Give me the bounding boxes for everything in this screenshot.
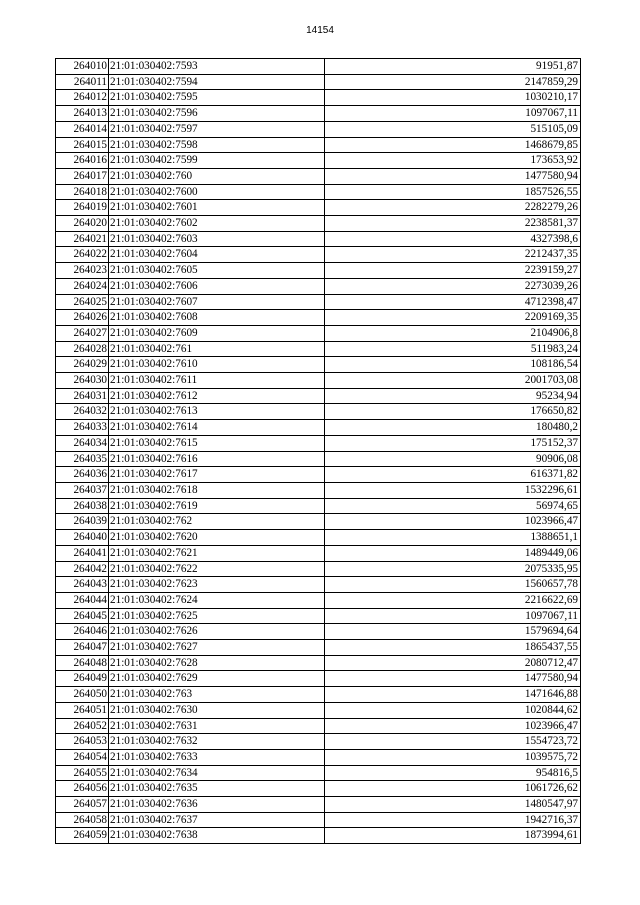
row-number-cell: 264048 [56, 655, 109, 671]
cadastral-number-cell: 21:01:030402:7614 [109, 420, 325, 436]
cadastral-number-cell: 21:01:030402:7620 [109, 530, 325, 546]
row-number-cell: 264051 [56, 702, 109, 718]
value-cell: 1865437,55 [325, 640, 581, 656]
value-cell: 511983,24 [325, 341, 581, 357]
table-row [56, 749, 581, 765]
table-row [56, 420, 581, 436]
table-row [56, 184, 581, 200]
cadastral-number-cell: 21:01:030402:7611 [109, 373, 325, 389]
value-cell: 2075335,95 [325, 561, 581, 577]
cadastral-number-cell: 21:01:030402:7612 [109, 388, 325, 404]
row-number-cell: 264013 [56, 106, 109, 122]
value-cell: 56974,65 [325, 498, 581, 514]
value-cell: 616371,82 [325, 467, 581, 483]
row-number-cell: 264021 [56, 231, 109, 247]
cadastral-number-cell: 21:01:030402:7634 [109, 765, 325, 781]
table-row [56, 577, 581, 593]
cadastral-number-cell: 21:01:030402:7600 [109, 184, 325, 200]
cadastral-number-cell: 21:01:030402:7604 [109, 247, 325, 263]
value-cell: 4712398,47 [325, 294, 581, 310]
cadastral-number-cell: 21:01:030402:7637 [109, 812, 325, 828]
table-row [56, 702, 581, 718]
cadastral-number-cell: 21:01:030402:7608 [109, 310, 325, 326]
cadastral-number-cell: 21:01:030402:7593 [109, 59, 325, 75]
row-number-cell: 264058 [56, 812, 109, 828]
row-number-cell: 264020 [56, 216, 109, 232]
row-number-cell: 264033 [56, 420, 109, 436]
table-row [56, 106, 581, 122]
value-cell: 180480,2 [325, 420, 581, 436]
row-number-cell: 264010 [56, 59, 109, 75]
value-cell: 91951,87 [325, 59, 581, 75]
cadastral-number-cell: 21:01:030402:7628 [109, 655, 325, 671]
value-cell: 2239159,27 [325, 263, 581, 279]
value-cell: 1388651,1 [325, 530, 581, 546]
table-row [56, 137, 581, 153]
cadastral-number-cell: 21:01:030402:7602 [109, 216, 325, 232]
value-cell: 1532296,61 [325, 482, 581, 498]
cadastral-number-cell: 21:01:030402:762 [109, 514, 325, 530]
cadastral-number-cell: 21:01:030402:7630 [109, 702, 325, 718]
row-number-cell: 264055 [56, 765, 109, 781]
value-cell: 1471646,88 [325, 687, 581, 703]
value-cell: 1061726,62 [325, 781, 581, 797]
row-number-cell: 264054 [56, 749, 109, 765]
value-cell: 1039575,72 [325, 749, 581, 765]
table-row [56, 90, 581, 106]
row-number-cell: 264015 [56, 137, 109, 153]
table-row [56, 74, 581, 90]
table-row [56, 608, 581, 624]
cadastral-number-cell: 21:01:030402:7607 [109, 294, 325, 310]
cadastral-number-cell: 21:01:030402:7623 [109, 577, 325, 593]
table-row [56, 200, 581, 216]
cadastral-number-cell: 21:01:030402:7616 [109, 451, 325, 467]
table-row [56, 341, 581, 357]
cadastral-number-cell: 21:01:030402:7625 [109, 608, 325, 624]
table-row [56, 310, 581, 326]
value-cell: 1480547,97 [325, 797, 581, 813]
row-number-cell: 264047 [56, 640, 109, 656]
cadastral-number-cell: 21:01:030402:7621 [109, 545, 325, 561]
cadastral-number-cell: 21:01:030402:7615 [109, 435, 325, 451]
table-row [56, 325, 581, 341]
value-cell: 1023966,47 [325, 718, 581, 734]
table-row [56, 263, 581, 279]
table-row [56, 216, 581, 232]
row-number-cell: 264019 [56, 200, 109, 216]
cadastral-number-cell: 21:01:030402:7599 [109, 153, 325, 169]
table-row [56, 451, 581, 467]
cadastral-number-cell: 21:01:030402:761 [109, 341, 325, 357]
value-cell: 1097067,11 [325, 106, 581, 122]
row-number-cell: 264045 [56, 608, 109, 624]
value-cell: 1489449,06 [325, 545, 581, 561]
cadastral-number-cell: 21:01:030402:7617 [109, 467, 325, 483]
row-number-cell: 264034 [56, 435, 109, 451]
value-cell: 1942716,37 [325, 812, 581, 828]
row-number-cell: 264052 [56, 718, 109, 734]
row-number-cell: 264049 [56, 671, 109, 687]
table-row [56, 121, 581, 137]
row-number-cell: 264016 [56, 153, 109, 169]
row-number-cell: 264024 [56, 278, 109, 294]
row-number-cell: 264032 [56, 404, 109, 420]
cadastral-number-cell: 21:01:030402:7635 [109, 781, 325, 797]
value-cell: 1857526,55 [325, 184, 581, 200]
table-row [56, 482, 581, 498]
value-cell: 2238581,37 [325, 216, 581, 232]
table-row [56, 59, 581, 75]
value-cell: 2001703,08 [325, 373, 581, 389]
value-cell: 1097067,11 [325, 608, 581, 624]
table-row [56, 231, 581, 247]
row-number-cell: 264053 [56, 734, 109, 750]
table-row [56, 828, 581, 844]
value-cell: 95234,94 [325, 388, 581, 404]
value-cell: 176650,82 [325, 404, 581, 420]
cadastral-number-cell: 21:01:030402:7626 [109, 624, 325, 640]
value-cell: 173653,92 [325, 153, 581, 169]
value-cell: 108186,54 [325, 357, 581, 373]
cadastral-table [55, 58, 581, 844]
table-row [56, 168, 581, 184]
table-row [56, 545, 581, 561]
row-number-cell: 264035 [56, 451, 109, 467]
row-number-cell: 264028 [56, 341, 109, 357]
table-row [56, 388, 581, 404]
table-row [56, 514, 581, 530]
table-row [56, 687, 581, 703]
cadastral-number-cell: 21:01:030402:7638 [109, 828, 325, 844]
value-cell: 1468679,85 [325, 137, 581, 153]
cadastral-number-cell: 21:01:030402:7619 [109, 498, 325, 514]
value-cell: 1477580,94 [325, 671, 581, 687]
row-number-cell: 264022 [56, 247, 109, 263]
value-cell: 1873994,61 [325, 828, 581, 844]
table-row [56, 592, 581, 608]
cadastral-number-cell: 21:01:030402:7594 [109, 74, 325, 90]
table-row [56, 153, 581, 169]
row-number-cell: 264038 [56, 498, 109, 514]
row-number-cell: 264025 [56, 294, 109, 310]
row-number-cell: 264050 [56, 687, 109, 703]
table-row [56, 812, 581, 828]
row-number-cell: 264023 [56, 263, 109, 279]
row-number-cell: 264046 [56, 624, 109, 640]
cadastral-number-cell: 21:01:030402:7613 [109, 404, 325, 420]
table-row [56, 561, 581, 577]
value-cell: 2282279,26 [325, 200, 581, 216]
cadastral-number-cell: 21:01:030402:7622 [109, 561, 325, 577]
table-row [56, 734, 581, 750]
cadastral-number-cell: 21:01:030402:7601 [109, 200, 325, 216]
row-number-cell: 264041 [56, 545, 109, 561]
cadastral-number-cell: 21:01:030402:7610 [109, 357, 325, 373]
row-number-cell: 264026 [56, 310, 109, 326]
cadastral-number-cell: 21:01:030402:7631 [109, 718, 325, 734]
value-cell: 2080712,47 [325, 655, 581, 671]
row-number-cell: 264042 [56, 561, 109, 577]
cadastral-number-cell: 21:01:030402:7598 [109, 137, 325, 153]
table-row [56, 655, 581, 671]
cadastral-number-cell: 21:01:030402:7606 [109, 278, 325, 294]
row-number-cell: 264029 [56, 357, 109, 373]
row-number-cell: 264031 [56, 388, 109, 404]
page-number: 14154 [306, 25, 334, 36]
table-row [56, 671, 581, 687]
value-cell: 2147859,29 [325, 74, 581, 90]
value-cell: 2216622,69 [325, 592, 581, 608]
row-number-cell: 264040 [56, 530, 109, 546]
row-number-cell: 264030 [56, 373, 109, 389]
row-number-cell: 264037 [56, 482, 109, 498]
value-cell: 954816,5 [325, 765, 581, 781]
row-number-cell: 264017 [56, 168, 109, 184]
table-row [56, 530, 581, 546]
table-row [56, 498, 581, 514]
row-number-cell: 264036 [56, 467, 109, 483]
cadastral-number-cell: 21:01:030402:7632 [109, 734, 325, 750]
table-row [56, 467, 581, 483]
value-cell: 4327398,6 [325, 231, 581, 247]
table-row [56, 765, 581, 781]
table-row [56, 247, 581, 263]
value-cell: 1020844,62 [325, 702, 581, 718]
row-number-cell: 264027 [56, 325, 109, 341]
cadastral-number-cell: 21:01:030402:7605 [109, 263, 325, 279]
row-number-cell: 264043 [56, 577, 109, 593]
table-row [56, 357, 581, 373]
value-cell: 2209169,35 [325, 310, 581, 326]
row-number-cell: 264011 [56, 74, 109, 90]
value-cell: 2104906,8 [325, 325, 581, 341]
cadastral-number-cell: 21:01:030402:7624 [109, 592, 325, 608]
table-row [56, 404, 581, 420]
row-number-cell: 264057 [56, 797, 109, 813]
cadastral-number-cell: 21:01:030402:7629 [109, 671, 325, 687]
row-number-cell: 264044 [56, 592, 109, 608]
table-row [56, 278, 581, 294]
value-cell: 90906,08 [325, 451, 581, 467]
cadastral-number-cell: 21:01:030402:760 [109, 168, 325, 184]
cadastral-number-cell: 21:01:030402:7618 [109, 482, 325, 498]
table-row [56, 781, 581, 797]
value-cell: 2273039,26 [325, 278, 581, 294]
table-row [56, 294, 581, 310]
row-number-cell: 264039 [56, 514, 109, 530]
value-cell: 2212437,35 [325, 247, 581, 263]
value-cell: 1579694,64 [325, 624, 581, 640]
cadastral-number-cell: 21:01:030402:7633 [109, 749, 325, 765]
value-cell: 1023966,47 [325, 514, 581, 530]
value-cell: 1560657,78 [325, 577, 581, 593]
row-number-cell: 264014 [56, 121, 109, 137]
cadastral-number-cell: 21:01:030402:763 [109, 687, 325, 703]
table-row [56, 624, 581, 640]
table-row [56, 640, 581, 656]
cadastral-number-cell: 21:01:030402:7603 [109, 231, 325, 247]
row-number-cell: 264059 [56, 828, 109, 844]
value-cell: 1477580,94 [325, 168, 581, 184]
value-cell: 175152,37 [325, 435, 581, 451]
value-cell: 1554723,72 [325, 734, 581, 750]
cadastral-number-cell: 21:01:030402:7609 [109, 325, 325, 341]
cadastral-number-cell: 21:01:030402:7597 [109, 121, 325, 137]
cadastral-number-cell: 21:01:030402:7595 [109, 90, 325, 106]
table-row [56, 435, 581, 451]
cadastral-number-cell: 21:01:030402:7627 [109, 640, 325, 656]
value-cell: 515105,09 [325, 121, 581, 137]
table-row [56, 797, 581, 813]
table-row [56, 718, 581, 734]
cadastral-number-cell: 21:01:030402:7596 [109, 106, 325, 122]
value-cell: 1030210,17 [325, 90, 581, 106]
table-row [56, 373, 581, 389]
row-number-cell: 264056 [56, 781, 109, 797]
row-number-cell: 264018 [56, 184, 109, 200]
cadastral-number-cell: 21:01:030402:7636 [109, 797, 325, 813]
row-number-cell: 264012 [56, 90, 109, 106]
table-body [56, 59, 581, 844]
